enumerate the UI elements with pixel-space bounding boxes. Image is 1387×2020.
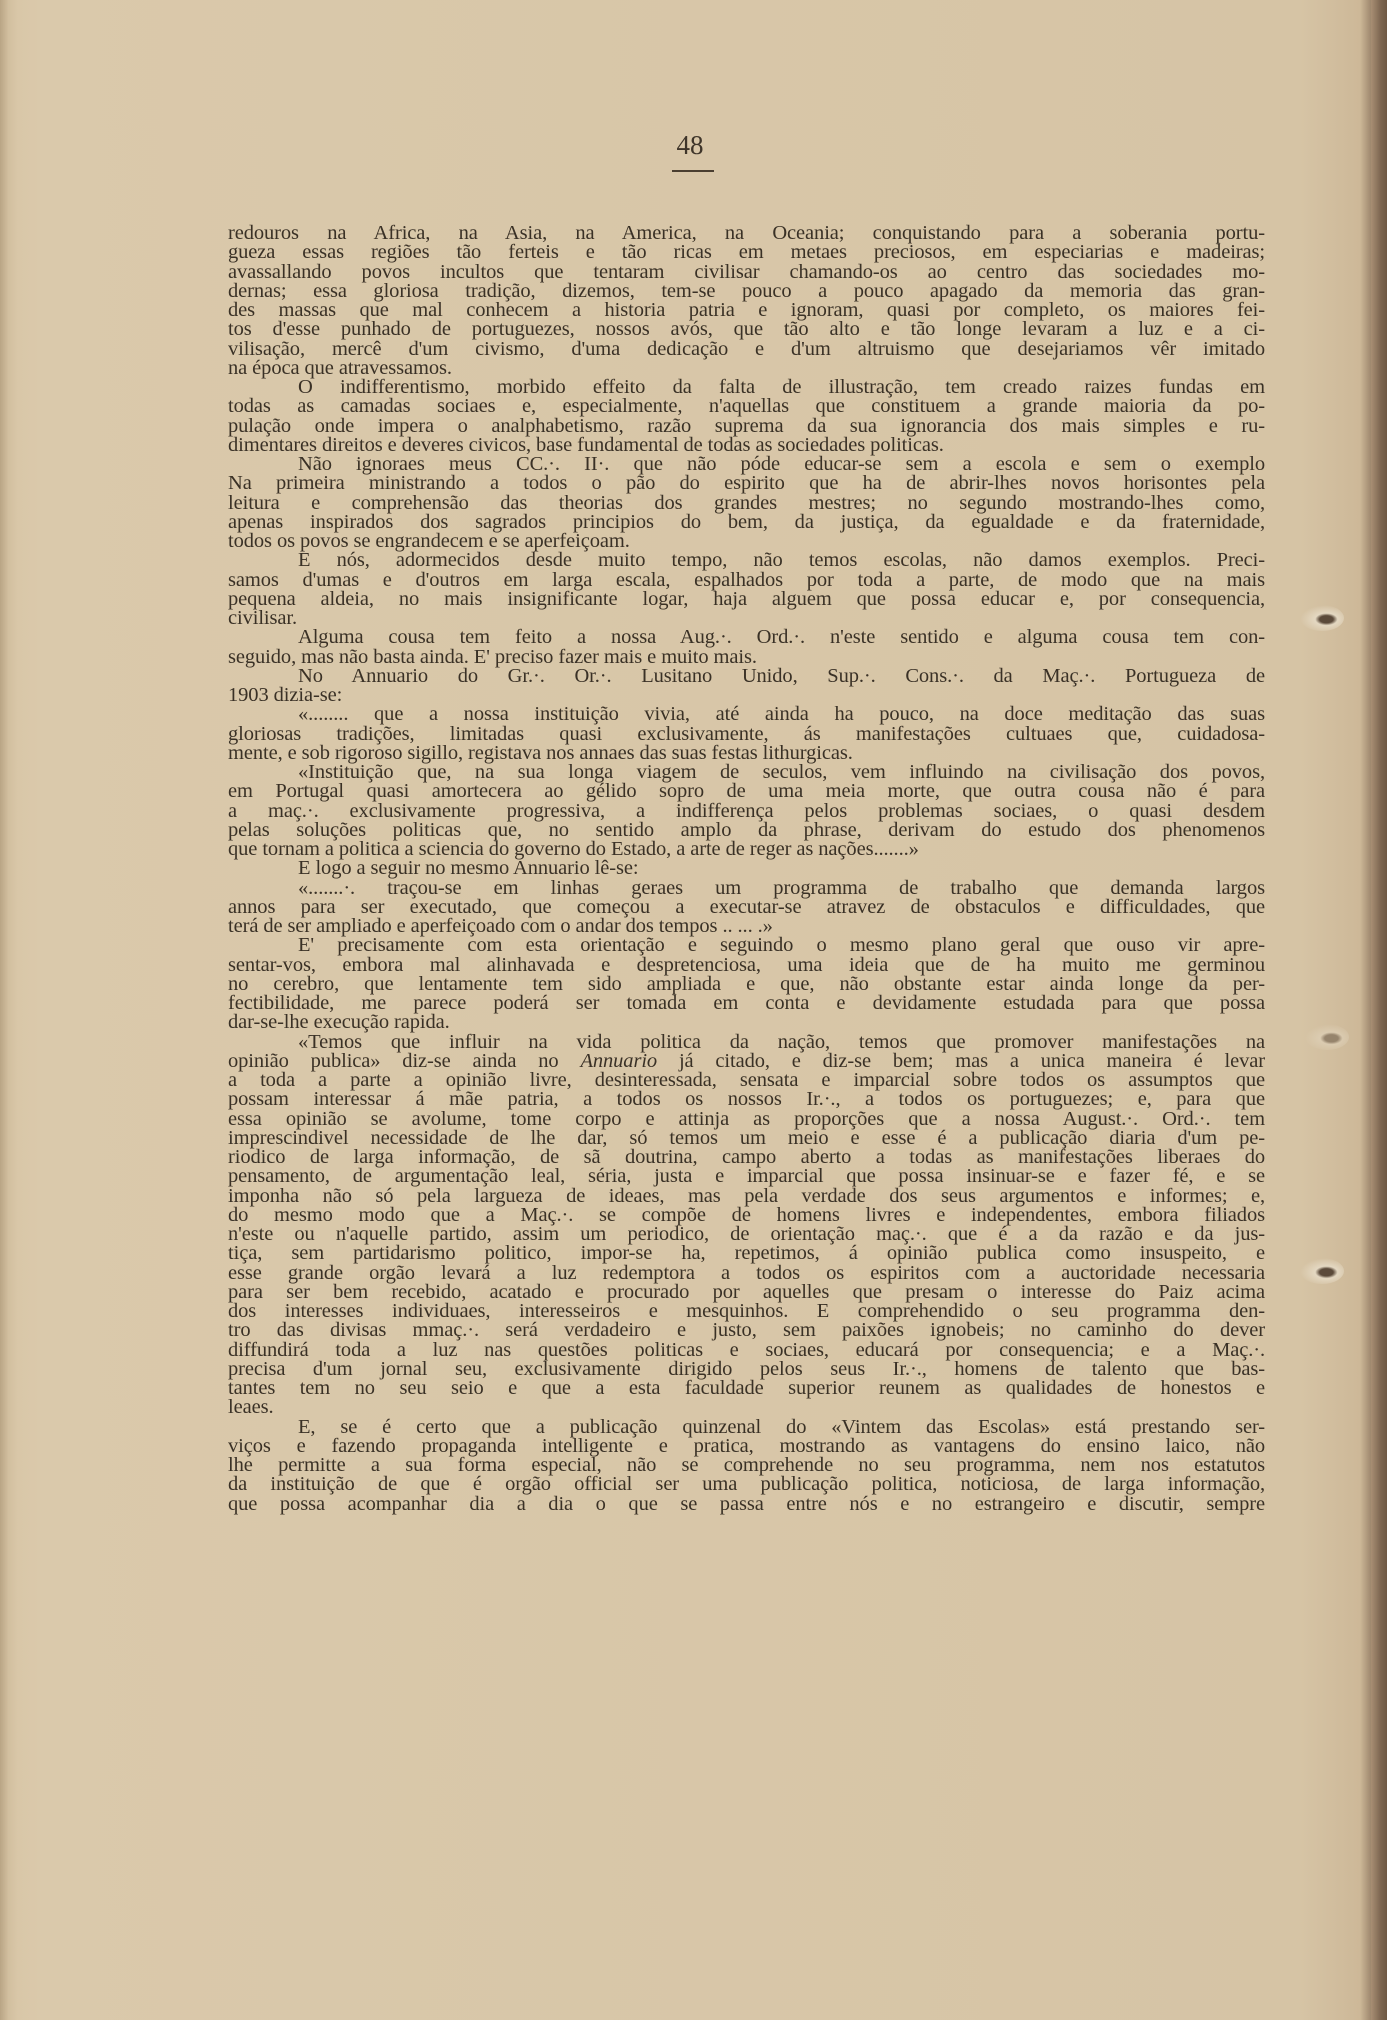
text-line: «Instituição que, na sua longa viagem de seculos, vem influindo na civilisação dos povos,	[298, 761, 1265, 783]
paper-tear-mark	[1300, 1258, 1344, 1284]
text-line: 1903 dizia-se:	[228, 684, 343, 706]
text-line: avassallando povos incultos que tentaram civilisar chamando-os ao centro das sociedades mo-	[228, 260, 1265, 283]
text-line: pulação onde impera o analphabetismo, razão suprema da sua ignorancia dos mais simples e ru-	[228, 414, 1265, 437]
text-line: E logo a seguir no mesmo Annuario lê-se:	[298, 857, 639, 880]
text-line: que tornam a politica a sciencia do governo do Estado, a arte de reger as nações.......»	[228, 838, 919, 860]
text-line: na época que atravessamos.	[228, 356, 452, 379]
text-line: pelas soluções politicas que, no sentido amplo da phrase, derivam do estudo dos phenomenos	[228, 818, 1265, 841]
text-line: esse grande orgão levará a luz redemptora a todos os espiritos com a auctoridade necessaria	[228, 1261, 1265, 1284]
text-line: mente, e sob rigoroso sigillo, registava nos annaes das suas festas lithurgicas.	[228, 741, 853, 764]
text-line: terá de ser ampliado e aperfeiçoado com o andar dos tempos .. ... .»	[228, 915, 773, 937]
text-line: todos os povos se engrandecem e se aperfeiçoam.	[228, 530, 630, 552]
text-line: «.......·. traçou-se em linhas geraes um programma de trabalho que demanda largos	[298, 876, 1265, 899]
right-page-edge	[1371, 0, 1387, 2020]
text-line: dos interesses individuaes, interesseiros e mesquinhos. E comprehendido o seu programma den-	[228, 1300, 1265, 1322]
body-text	[228, 224, 1265, 1514]
text-line: samos d'umas e d'outros em larga escala, espalhados por toda a parte, de modo que na mais	[228, 568, 1265, 591]
text-line: pensamento, de argumentação leal, séria, justa e imparcial que possa insinuar-se e fazer fé, e se	[228, 1165, 1265, 1188]
text-line: civilisar.	[228, 607, 298, 629]
text-line: n'este ou n'aquelle partido, assim um periodico, de orientação maç.·. que é a da razão e da jus-	[228, 1223, 1265, 1245]
paper-tear-mark	[1300, 605, 1344, 631]
text-line: imprescindivel necessidade de lhe dar, só temos um meio e esse é a publicação diaria d'um pe-	[228, 1126, 1265, 1149]
text-line: a maç.·. exclusivamente progressiva, a indifferença pelos problemas sociaes, o quasi desdem	[228, 799, 1265, 822]
text-line: E' precisamente com esta orientação e seguindo o mesmo plano geral que ouso vir apre-	[298, 934, 1265, 957]
text-line: redouros na Africa, na Asia, na America, na Oceania; conquistando para a soberania portu-	[228, 222, 1265, 244]
text-line: possam interessar á mãe patria, a todos os nossos Ir.·., a todos os portuguezes; e, para que	[228, 1088, 1265, 1111]
page-number: 48	[676, 130, 704, 160]
text-line: gueza essas regiões tão ferteis e tão ricas em metaes preciosos, em especiarias e madeiras;	[228, 241, 1265, 264]
text-line: annos para ser executado, que começou a executar-se atravez de obstaculos e difficuldades, que	[228, 895, 1265, 918]
text-line: lhe permitte a sua forma especial, não se comprehende no seu programma, nem nos estatutos	[228, 1454, 1265, 1476]
text-line: vilisação, mercê d'um civismo, d'uma dedicação e d'um altruismo que desejariamos vêr imitado	[228, 337, 1265, 360]
text-line: para ser bem recebido, acatado e procurado por aquelles que presam o interesse do Paiz acima	[228, 1280, 1265, 1303]
text-line: No Annuario do Gr.·. Or.·. Lusitano Unido, Sup.·. Cons.·. da Maç.·. Portugueza de	[298, 664, 1265, 687]
text-line: no cerebro, que lentamente tem sido ampliada e que, não obstante estar ainda longe da per-	[228, 972, 1265, 995]
text-line: que possa acompanhar dia a dia o que se passa entre nós e no estrangeiro e discutir, sempre	[228, 1492, 1265, 1515]
text-line: viços e fazendo propaganda intelligente e pratica, mostrando as vantagens do ensino laico, não	[228, 1434, 1265, 1457]
text-line: pequena aldeia, no mais insignificante logar, haja alguem que possa educar e, por consequencia,	[228, 587, 1265, 610]
text-line: diffundirá toda a luz nas questões politicas e sociaes, educará por consequencia; e a Maç.·.	[228, 1338, 1265, 1361]
text-line: E nós, adormecidos desde muito tempo, não temos escolas, não damos exemplos. Preci-	[298, 549, 1265, 572]
text-line: fectibilidade, me parece poderá ser tomada em conta e devidamente estudada para que possa	[228, 992, 1265, 1014]
text-line: dar-se-lhe execução rapida.	[228, 1011, 450, 1034]
text-line: todas as camadas sociaes e, especialmente, n'aquellas que constituem a grande maioria da po-	[228, 395, 1265, 418]
text-line: gloriosas tradições, limitadas quasi exclusivamente, ás manifestações cultuaes que, cuidadosa-	[228, 722, 1265, 745]
text-line: a toda a parte a opinião livre, desinteressada, sensata e imparcial sobre todos os assumptos que	[228, 1069, 1265, 1091]
text-line: O indifferentismo, morbido effeito da falta de illustração, tem creado raizes fundas em	[298, 376, 1265, 398]
text-line: des massas que mal conhecem a historia patria e ignoram, quasi por completo, os maiores fei-	[228, 299, 1265, 321]
text-line: apenas inspirados dos sagrados principios do bem, da justiça, da egualdade e da fraternidade,	[228, 510, 1265, 533]
text-line: tro das divisas mmaç.·. será verdadeiro e justo, sem paixões ignobeis; no caminho do dever	[228, 1319, 1265, 1342]
text-line: Na primeira ministrando a todos o pão do espirito que ha de abrir-lhes novos horisontes pela	[228, 472, 1265, 495]
text-line: «........ que a nossa instituição vivia, até ainda ha pouco, na doce meditação das suas	[298, 703, 1265, 726]
text-line: tiça, sem partidarismo politico, impor-se ha, repetimos, á opinião publica como insuspeito, e	[228, 1242, 1265, 1265]
text-line: «Temos que influir na vida politica da nação, temos que promover manifestações na	[298, 1030, 1265, 1053]
text-line: Não ignoraes meus CC.·. II·. que não póde educar-se sem a escola e sem o exemplo	[298, 453, 1265, 475]
page-number-underline	[672, 170, 714, 172]
text-line: leaes.	[228, 1396, 274, 1419]
text-line: tantes tem no seu seio e que a esta faculdade superior reunem as qualidades de honestos e	[228, 1377, 1265, 1399]
italic-title: Annuario	[580, 1049, 658, 1072]
text-line: precisa d'um jornal seu, exclusivamente dirigido pelos seus Ir.·., homens de talento que bas-	[228, 1357, 1265, 1380]
text-line: leitura e comprehensão das theorias dos grandes mestres; no segundo mostrando-lhes como,	[228, 491, 1265, 514]
text-line: sentar-vos, embora mal alinhavada e despretenciosa, uma ideia que de ha muito me germinou	[228, 953, 1265, 976]
left-binding-edge	[0, 0, 8, 2020]
text-line: imponha não só pela largueza de ideaes, mas pela verdade dos seus argumentos e informes; e,	[228, 1184, 1265, 1207]
text-line: da instituição de que é orgão official ser uma publicação politica, noticiosa, de larga informação,	[228, 1473, 1265, 1496]
text-line: tos d'esse punhado de portuguezes, nossos avós, que tão alto e tão longe levaram a luz e a ci-	[228, 318, 1265, 341]
text-line: seguido, mas não basta ainda. E' preciso fazer mais e muito mais.	[228, 645, 757, 668]
paper-fold-mark	[1305, 1024, 1349, 1050]
text-line: em Portugal quasi amortecera ao gélido sopro de uma meia morte, que outra cousa não é para	[228, 780, 1265, 803]
text-line: riodico de larga informação, de sã doutrina, campo aberto a todas as manifestações liberaes do	[228, 1146, 1265, 1168]
text-line: essa opinião se avolume, tome corpo e attinja as proporções que a nossa August.·. Ord.·. tem	[228, 1107, 1265, 1130]
text-line: do mesmo modo que a Maç.·. se compõe de homens livres e independentes, embora filiados	[228, 1203, 1265, 1226]
text-line: dernas; essa gloriosa tradição, dizemos, tem-se pouco a pouco apagado da memoria das gran-	[228, 279, 1265, 302]
text-line: opinião publica» diz-se ainda no Annuario já citado, e diz-se bem; mas a unica maneira é levar	[228, 1049, 1266, 1072]
text-line: E, se é certo que a publicação quinzenal do «Vintem das Escolas» está prestando ser-	[298, 1415, 1265, 1438]
text-line: Alguma cousa tem feito a nossa Aug.·. Ord.·. n'este sentido e alguma cousa tem con-	[298, 626, 1265, 649]
text-line: dimentares direitos e deveres civicos, base fundamental de todas as sociedades politicas.	[228, 433, 944, 456]
